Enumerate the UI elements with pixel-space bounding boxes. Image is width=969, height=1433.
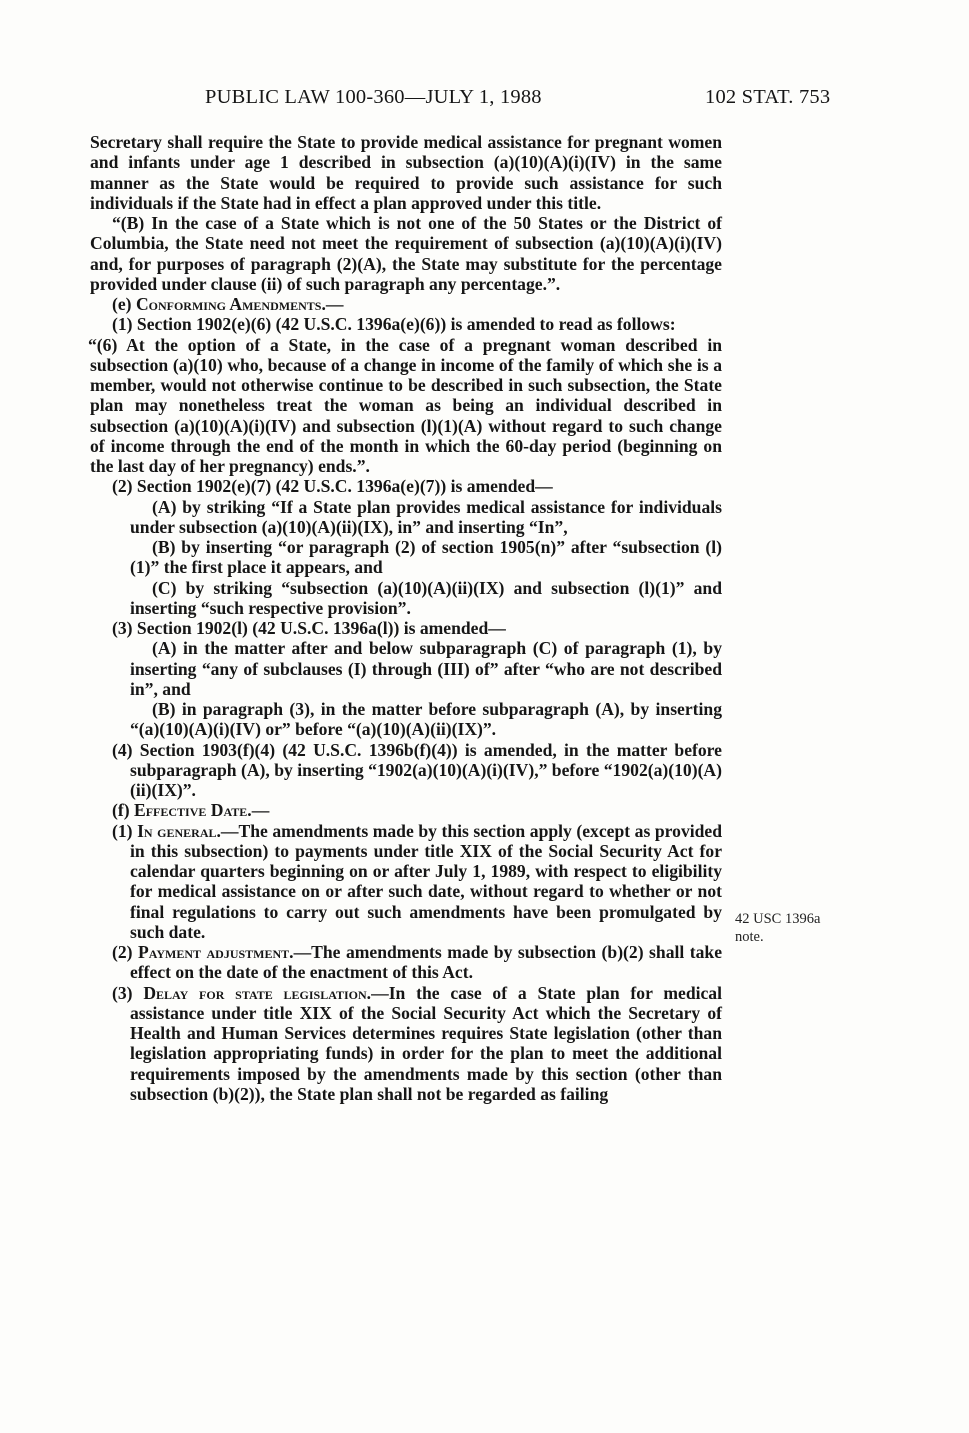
subsection-e-heading: (e) Conforming Amendments.— xyxy=(112,294,344,314)
paragraph-e4: (4) Section 1903(f)(4) (42 U.S.C. 1396b(f)(4)) is amended, in the matter before subparagraph (A), by inserting “1902(a)(10)(A)(i)(IV),” before “1902(a)(10)(A)(ii)(IX)”. xyxy=(112,739,722,800)
paragraph-b: “(B) In the case of a State which is not one of the 50 States or the District of Columbia, the State need not meet the requirement of subsection (a)(10)(A)(i)(IV) and, for purposes of paragraph (2)(A), the State may substitute for the percentage provided under clause (ii) of such paragraph any percentage.”. xyxy=(90,213,722,294)
margin-note-line-2: note. xyxy=(735,929,764,945)
paragraph-f1: (1) In general.—The amendments made by this section apply (except as provided in this subsection) to payments under title XIX of the Social Security Act for calendar quarters beginning on or after July 1, 1989, with respect to eligibility for medical assistance on or after such date, without regard to whether or not final regulations to carry out such amendments have been promulgated by such date. xyxy=(112,820,723,942)
margin-note-line-1: 42 USC 1396a xyxy=(735,911,821,927)
paragraph-f2: (2) Payment adjustment.—The amendments made by subsection (b)(2) shall take effect on the date of the enactment of this Act. xyxy=(112,942,723,983)
paragraph-f2-label: Payment adjustment. xyxy=(138,942,294,962)
paragraph-e3-b: (B) in paragraph (3), in the matter before subparagraph (A), by inserting “(a)(10)(A)(i)(IV) or” before “(a)(10)(A)(ii)(IX)”. xyxy=(130,699,722,740)
paragraph-continuation: Secretary shall require the State to provide medical assistance for pregnant women and infants under age 1 described in subsection (a)(10)(A)(i)(IV) in the same manner as the State would be required to provide such assistance for such individuals if the State had in effect a plan approved under this title. xyxy=(90,132,722,213)
paragraph-e2-a: (A) by striking “If a State plan provides medical assistance for individuals under subsection (a)(10)(A)(ii)(IX), in” and inserting “In”, xyxy=(130,496,722,537)
page-stat-number: 102 STAT. 753 xyxy=(705,86,831,108)
paragraph-e2: (2) Section 1902(e)(7) (42 U.S.C. 1396a(e)(7)) is amended— xyxy=(112,476,553,497)
paragraph-f1-label: In general. xyxy=(137,820,221,841)
statute-body xyxy=(90,132,722,1104)
subsection-e-heading-label: Conforming Amendments. xyxy=(135,294,326,314)
paragraph-e3-a: (A) in the matter after and below subparagraph (C) of paragraph (1), by inserting “any of subclauses (I) through (III) of” after “who are not described in”, and xyxy=(130,638,722,699)
paragraph-e2-b: (B) by inserting “or paragraph (2) of section 1905(n)” after “subsection (l)(1)” the first place it appears, and xyxy=(130,537,722,578)
margin-citation-note xyxy=(735,910,820,946)
page-header xyxy=(0,86,969,116)
paragraph-e1-quote: “(6) At the option of a State, in the case of a pregnant woman described in subsection (a)(10) who, because of a change in income of the family of which she is a member, would not otherwise continue to be described in such subsection, the State plan may nonetheless treat the woman as being an individual described in subsection (a)(10)(A)(i)(IV) and subsection (l)(1)(A) without regard to such change of income through the end of the month in which the 60-day period (beginning on the last day of her pregnancy) ends.”. xyxy=(88,334,722,476)
subsection-f-heading: (f) Effective Date.— xyxy=(112,800,270,821)
paragraph-e1: (1) Section 1902(e)(6) (42 U.S.C. 1396a(e)(6)) is amended to read as follows: xyxy=(112,314,676,335)
subsection-f-heading-label: Effective Date. xyxy=(133,800,252,821)
paragraph-e3: (3) Section 1902(l) (42 U.S.C. 1396a(l)) is amended— xyxy=(112,618,506,638)
paragraph-f3: (3) Delay for state legislation.—In the case of a State plan for medical assistance under title XIX of the Social Security Act which the Secretary of Health and Human Services determines requires State legislation (other than legislation appropriating funds) in order for the plan to meet the additional requirements imposed by the amendments made by this section (other than subsection (b)(2)), the State plan shall not be regarded as failing xyxy=(112,982,722,1104)
page-title: PUBLIC LAW 100-360—JULY 1, 1988 xyxy=(205,86,542,108)
paragraph-e2-c: (C) by striking “subsection (a)(10)(A)(ii)(IX) and subsection (l)(1)” and inserting “such respective provision”. xyxy=(130,577,722,618)
paragraph-f3-label: Delay for state legislation. xyxy=(143,982,372,1003)
